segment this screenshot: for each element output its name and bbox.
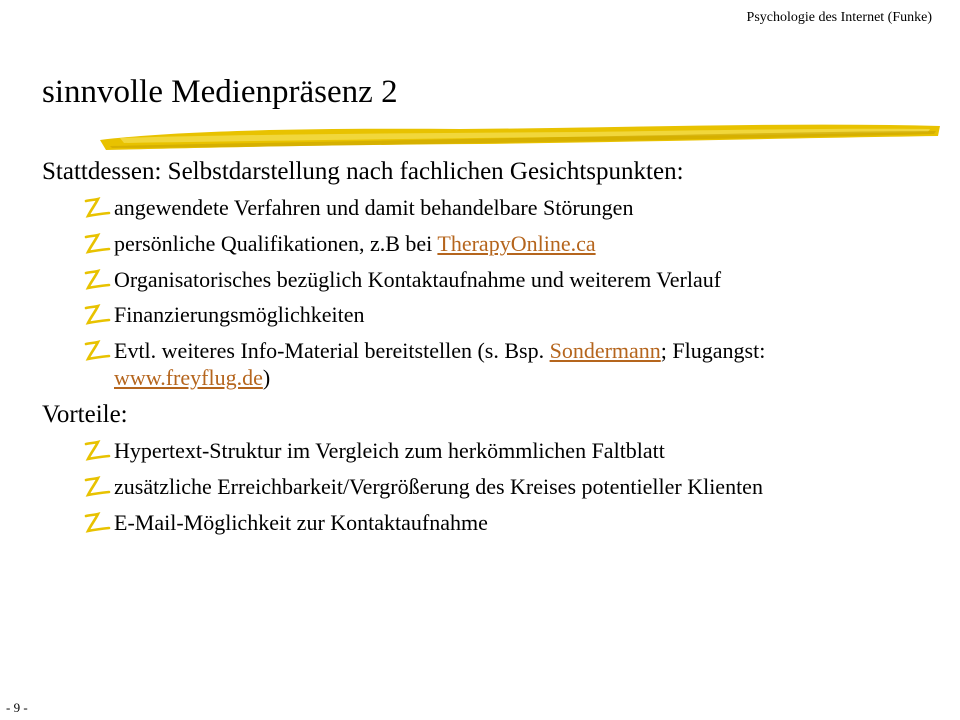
- bullet-z-icon: [84, 476, 112, 498]
- bullet-z-icon: [84, 440, 112, 462]
- slide-title: sinnvolle Medienpräsenz 2: [42, 74, 398, 110]
- bullet-link[interactable]: Sondermann: [549, 338, 661, 364]
- bullet-z-icon: [84, 197, 112, 219]
- bullet-text: Finanzierungsmöglichkeiten: [114, 302, 365, 328]
- bullet-text: E-Mail-Möglichkeit zur Kontaktaufnahme: [114, 509, 488, 535]
- page-number: - 9 -: [6, 700, 28, 715]
- bullet-item: [42, 231, 922, 258]
- course-header: Psychologie des Internet (Funke): [746, 10, 932, 25]
- bullet-item: [42, 438, 922, 465]
- bullet-text: zusätzliche Erreichbarkeit/Vergrößerung des Kreises potentieller Klienten: [114, 473, 763, 499]
- slide-body: [42, 158, 922, 545]
- bullet-item: [42, 474, 922, 501]
- bullet-text: Evtl. weiteres Info-Material bereitstellen (s. Bsp.: [114, 338, 550, 364]
- bullet-item: [42, 510, 922, 537]
- bullet-item: [42, 338, 922, 392]
- bullet-list: [42, 438, 922, 536]
- bullet-list: [42, 195, 922, 392]
- bullet-text: Organisatorisches bezüglich Kontaktaufnahme und weiterem Verlauf: [114, 266, 722, 292]
- bullet-item: [42, 195, 922, 222]
- section-heading: Vorteile:: [42, 400, 128, 428]
- bullet-link[interactable]: www.freyflug.de: [114, 365, 263, 391]
- bullet-text: angewendete Verfahren und damit behandelbare Störungen: [114, 195, 634, 220]
- bullet-item: [42, 267, 922, 294]
- bullet-z-icon: [84, 233, 112, 255]
- bullet-text: ): [262, 365, 271, 391]
- bullet-z-icon: [84, 269, 112, 291]
- section-heading: Stattdessen: Selbstdarstellung nach fachlichen Gesichtspunkten:: [42, 158, 684, 185]
- bullet-text: persönliche Qualifikationen, z.B bei: [114, 230, 438, 256]
- bullet-text: Hypertext-Struktur im Vergleich zum herkömmlichen Faltblatt: [114, 437, 665, 463]
- bullet-text: ; Flugangst:: [660, 338, 766, 364]
- bullet-z-icon: [84, 304, 112, 326]
- bullet-item: [42, 302, 922, 329]
- bullet-z-icon: [84, 340, 112, 362]
- title-underline-brush: [100, 118, 940, 154]
- bullet-z-icon: [84, 512, 112, 534]
- bullet-link[interactable]: TherapyOnline.ca: [437, 230, 596, 256]
